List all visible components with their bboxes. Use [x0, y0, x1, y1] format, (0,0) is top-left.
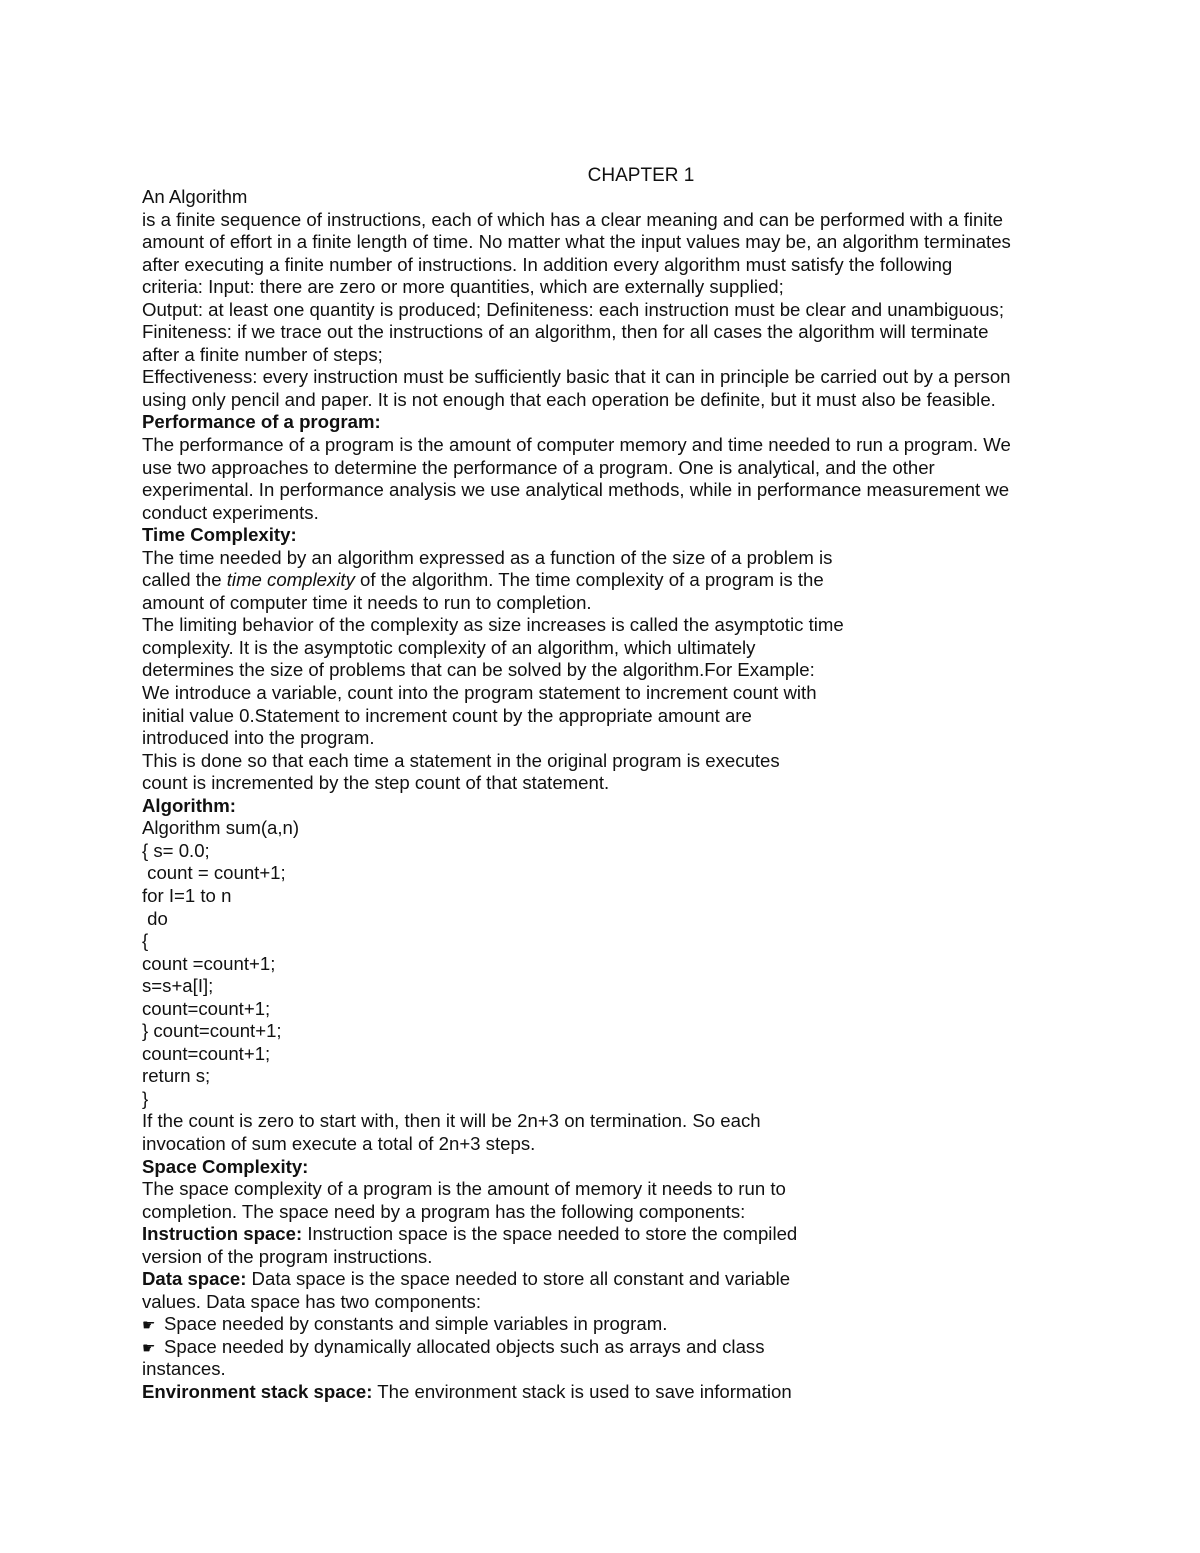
line-text: Instruction space is the space needed to store the compiled [302, 1223, 798, 1245]
line-text: This is done so that each time a statement in the original program is executes [142, 749, 780, 771]
line-text: Space needed by dynamically allocated objects such as arrays and class [164, 1335, 765, 1357]
text-line [142, 366, 1082, 389]
text-line [142, 254, 1082, 277]
text-line [142, 389, 1082, 412]
text-line [142, 975, 1082, 998]
text-line [142, 434, 1082, 457]
line-text: completion. The space need by a program has the following components: [142, 1200, 746, 1222]
line-text: The time needed by an algorithm expressed as a function of the size of a problem is [142, 546, 833, 568]
line-text: We introduce a variable, count into the program statement to increment count with [142, 682, 817, 704]
line-text: do [142, 907, 168, 929]
text-line [142, 998, 1082, 1021]
italic-term: time complexity [226, 569, 355, 591]
line-text: instances. [142, 1358, 226, 1380]
line-text: Algorithm sum(a,n) [142, 817, 300, 839]
bold-term: Space Complexity: [142, 1155, 309, 1177]
bullet-icon: ☛ [142, 1339, 156, 1357]
text-line [142, 930, 1082, 953]
text-line [142, 569, 1082, 592]
text-line [142, 186, 1082, 209]
line-text: version of the program instructions. [142, 1245, 433, 1267]
text-line [142, 1133, 1082, 1156]
line-text: If the count is zero to start with, then it will be 2n+3 on termination. So each [142, 1110, 761, 1132]
body-text [142, 186, 1082, 1404]
text-line [142, 840, 1082, 863]
line-text: use two approaches to determine the performance of a program. One is analytical, and the other [142, 456, 935, 478]
line-text: The performance of a program is the amount of computer memory and time needed to run a program. We [142, 434, 1011, 456]
text-line [142, 908, 1082, 931]
bullet-item [142, 1313, 1082, 1336]
text-line [142, 637, 1082, 660]
text-line [142, 276, 1082, 299]
line-text: An Algorithm [142, 186, 248, 207]
line-text: { s= 0.0; [142, 839, 210, 861]
line-text: complexity. It is the asymptotic complexity of an algorithm, which ultimately [142, 636, 756, 658]
line-text: return s; [142, 1065, 211, 1087]
text-line [142, 479, 1082, 502]
bold-term: Time Complexity: [142, 524, 297, 546]
text-line [142, 299, 1082, 322]
line-text: count = count+1; [142, 862, 286, 884]
line-text: The space complexity of a program is the amount of memory it needs to run to [142, 1178, 786, 1200]
line-text: Space needed by constants and simple variables in program. [164, 1313, 668, 1335]
line-text: experimental. In performance analysis we use analytical methods, while in performance measurement we [142, 479, 1010, 501]
line-text: amount of computer time it needs to run to completion. [142, 591, 592, 613]
line-text: count =count+1; [142, 952, 276, 974]
text-line [142, 953, 1082, 976]
section-heading [142, 795, 1082, 818]
line-text: using only pencil and paper. It is not enough that each operation be definite, but it must also be feasible. [142, 388, 996, 410]
line-text: introduced into the program. [142, 727, 375, 749]
bullet-item [142, 1336, 1082, 1359]
text-line [142, 750, 1082, 773]
line-text: after a finite number of steps; [142, 343, 383, 365]
text-line [142, 1043, 1082, 1066]
text-line [142, 659, 1082, 682]
line-text: determines the size of problems that can be solved by the algorithm.For Example: [142, 659, 815, 681]
text-line [142, 209, 1082, 232]
text-line [142, 1201, 1082, 1224]
line-text: is a finite sequence of instructions, each of which has a clear meaning and can be performed with a finite [142, 208, 1003, 230]
line-text: initial value 0.Statement to increment count by the appropriate amount are [142, 704, 752, 726]
line-text: Effectiveness: every instruction must be sufficiently basic that it can in principle be carried out by a person [142, 366, 1011, 388]
line-text: } [142, 1087, 149, 1109]
section-heading [142, 524, 1082, 547]
section-heading [142, 411, 1082, 434]
text-line [142, 885, 1082, 908]
bold-term: Data space: [142, 1268, 247, 1290]
text-line [142, 1381, 1082, 1404]
text-line [142, 457, 1082, 480]
text-line [142, 862, 1082, 885]
line-text: called the [142, 569, 227, 591]
text-line [142, 547, 1082, 570]
text-line [142, 817, 1082, 840]
line-text: criteria: Input: there are zero or more quantities, which are externally supplied; [142, 276, 784, 298]
line-text: after executing a finite number of instructions. In addition every algorithm must satisfy the following [142, 253, 953, 275]
line-text: } count=count+1; [142, 1020, 282, 1042]
text-line [142, 1178, 1082, 1201]
line-text: amount of effort in a finite length of time. No matter what the input values may be, an algorithm terminates [142, 231, 1011, 253]
bold-term: Performance of a program: [142, 411, 381, 433]
text-line [142, 682, 1082, 705]
line-text: The limiting behavior of the complexity as size increases is called the asymptotic time [142, 614, 844, 636]
text-line [142, 614, 1082, 637]
text-line [142, 1291, 1082, 1314]
text-line [142, 344, 1082, 367]
text-line [142, 727, 1082, 750]
text-line [142, 231, 1082, 254]
line-text: values. Data space has two components: [142, 1290, 482, 1312]
line-text: invocation of sum execute a total of 2n+3 steps. [142, 1132, 536, 1154]
text-line [142, 502, 1082, 525]
text-line [142, 1020, 1082, 1043]
text-line [142, 1110, 1082, 1133]
line-text: s=s+a[I]; [142, 975, 214, 997]
bold-term: Algorithm: [142, 794, 236, 816]
line-text: Data space is the space needed to store all constant and variable [246, 1268, 791, 1290]
line-text: count is incremented by the step count of that statement. [142, 772, 610, 794]
text-line [142, 592, 1082, 615]
bullet-icon: ☛ [142, 1317, 156, 1335]
line-text: The environment stack is used to save information [372, 1380, 792, 1402]
section-heading [142, 1156, 1082, 1179]
text-line [142, 1246, 1082, 1269]
line-text: for I=1 to n [142, 884, 232, 906]
text-line [142, 1088, 1082, 1111]
line-text: count=count+1; [142, 1042, 271, 1064]
line-text: conduct experiments. [142, 501, 319, 523]
line-text: { [142, 930, 149, 952]
line-text: of the algorithm. The time complexity of a program is the [354, 569, 824, 591]
text-line [142, 1065, 1082, 1088]
text-line [142, 1223, 1082, 1246]
line-text: count=count+1; [142, 997, 271, 1019]
bold-term: Environment stack space: [142, 1380, 373, 1402]
bold-term: Instruction space: [142, 1223, 303, 1245]
text-line [142, 705, 1082, 728]
text-line [142, 321, 1082, 344]
chapter-title: CHAPTER 1 [587, 165, 695, 186]
line-text: Output: at least one quantity is produced; Definiteness: each instruction must be clear and unambiguous; [142, 298, 1005, 320]
text-line [142, 1268, 1082, 1291]
text-line [142, 1358, 1082, 1381]
text-line [142, 772, 1082, 795]
line-text: Finiteness: if we trace out the instructions of an algorithm, then for all cases the algorithm will terminate [142, 321, 989, 343]
